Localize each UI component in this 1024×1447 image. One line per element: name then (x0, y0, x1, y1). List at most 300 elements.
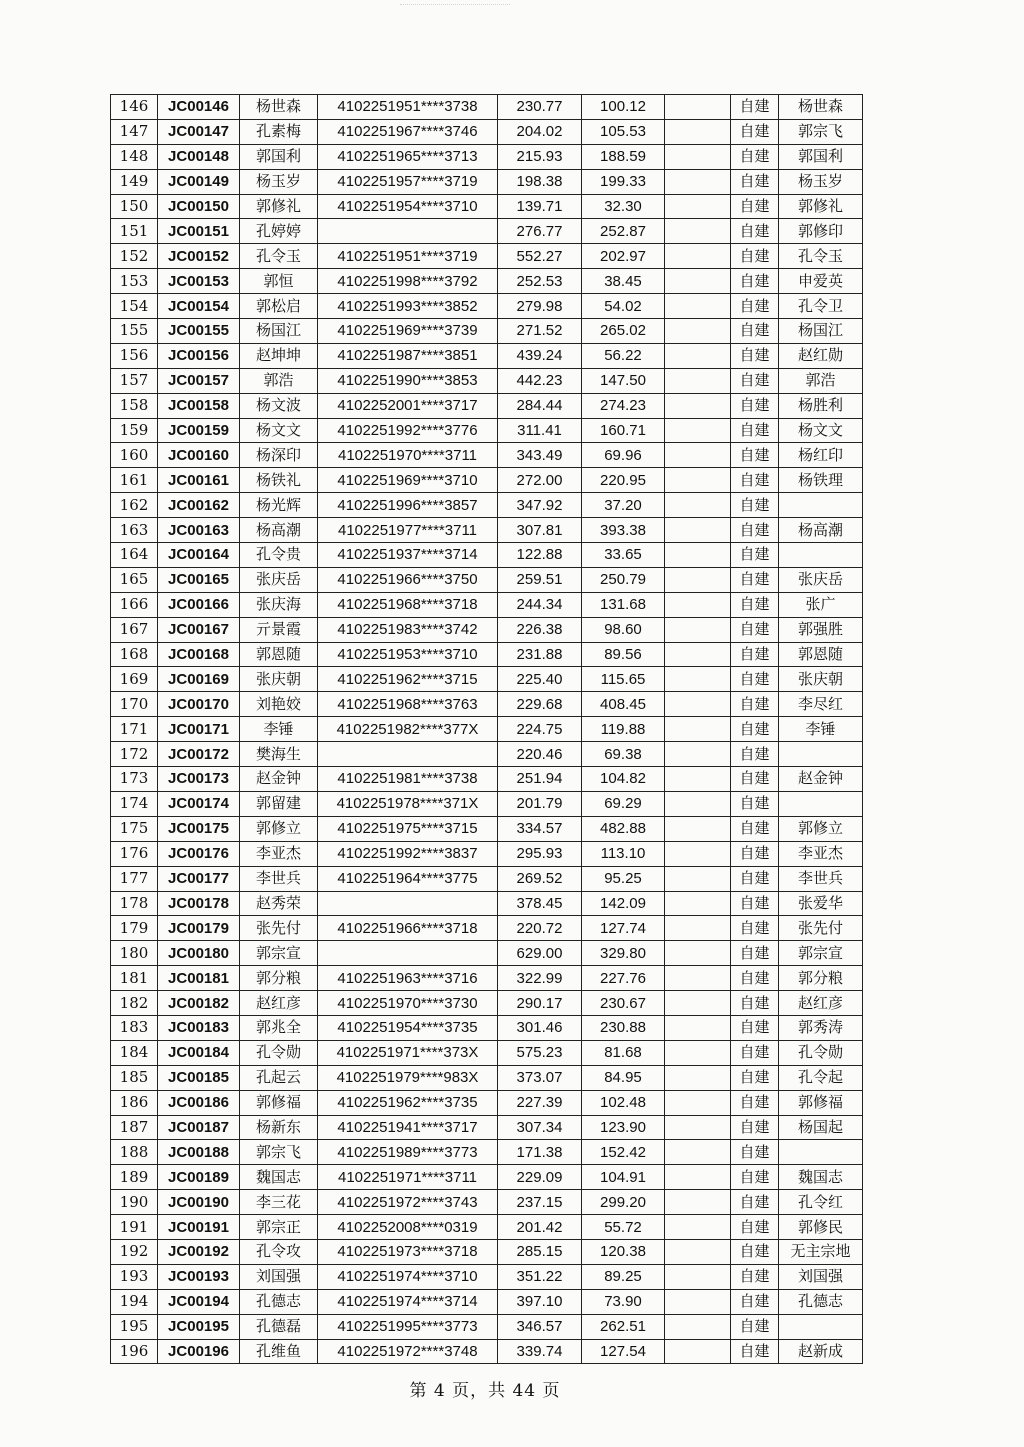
area-2: 69.38 (582, 742, 665, 767)
row-number: 189 (111, 1165, 158, 1190)
area-2: 160.71 (582, 418, 665, 443)
owner-name: 郭分粮 (779, 966, 863, 991)
id-number: 4102251970****3730 (318, 991, 498, 1016)
holder-name: 张先付 (240, 916, 318, 941)
holder-name: 郭修福 (240, 1090, 318, 1115)
row-number: 190 (111, 1190, 158, 1215)
parcel-code: JC00165 (158, 567, 240, 592)
table-row (111, 194, 863, 219)
build-type: 自建 (731, 717, 779, 742)
id-number: 4102251964****3775 (318, 866, 498, 891)
area-1: 244.34 (498, 592, 582, 617)
row-number: 194 (111, 1289, 158, 1314)
blank-cell (665, 169, 731, 194)
table-row (111, 393, 863, 418)
build-type: 自建 (731, 742, 779, 767)
register-table (110, 94, 863, 1364)
blank-cell (665, 1140, 731, 1165)
table-row (111, 319, 863, 344)
area-1: 397.10 (498, 1289, 582, 1314)
row-number: 184 (111, 1040, 158, 1065)
build-type: 自建 (731, 319, 779, 344)
table-row (111, 1239, 863, 1264)
area-1: 351.22 (498, 1264, 582, 1289)
table-row (111, 1314, 863, 1339)
id-number: 4102251981****3738 (318, 767, 498, 792)
row-number: 154 (111, 294, 158, 319)
owner-name (779, 791, 863, 816)
blank-cell (665, 1090, 731, 1115)
table-row (111, 1165, 863, 1190)
table-row (111, 493, 863, 518)
build-type: 自建 (731, 1314, 779, 1339)
table-row (111, 368, 863, 393)
owner-name: 郭恩随 (779, 642, 863, 667)
build-type: 自建 (731, 468, 779, 493)
build-type: 自建 (731, 841, 779, 866)
holder-name: 孔令勋 (240, 1040, 318, 1065)
area-1: 373.07 (498, 1065, 582, 1090)
table-row (111, 468, 863, 493)
parcel-code: JC00174 (158, 791, 240, 816)
parcel-code: JC00178 (158, 891, 240, 916)
area-2: 37.20 (582, 493, 665, 518)
row-number: 160 (111, 443, 158, 468)
id-number: 4102251992****3837 (318, 841, 498, 866)
id-number: 4102251962****3735 (318, 1090, 498, 1115)
build-type: 自建 (731, 294, 779, 319)
area-2: 131.68 (582, 592, 665, 617)
area-2: 250.79 (582, 567, 665, 592)
build-type: 自建 (731, 443, 779, 468)
row-number: 146 (111, 95, 158, 120)
owner-name: 郭修印 (779, 219, 863, 244)
id-number: 4102251998****3792 (318, 269, 498, 294)
row-number: 169 (111, 667, 158, 692)
owner-name: 张庆岳 (779, 567, 863, 592)
blank-cell (665, 692, 731, 717)
table-row (111, 991, 863, 1016)
area-1: 229.09 (498, 1165, 582, 1190)
owner-name (779, 493, 863, 518)
row-number: 168 (111, 642, 158, 667)
build-type: 自建 (731, 194, 779, 219)
table-row (111, 269, 863, 294)
id-number: 4102251990****3853 (318, 368, 498, 393)
owner-name: 李尽红 (779, 692, 863, 717)
area-1: 279.98 (498, 294, 582, 319)
owner-name: 孔令红 (779, 1190, 863, 1215)
area-1: 284.44 (498, 393, 582, 418)
holder-name: 孔令攻 (240, 1239, 318, 1264)
area-2: 32.30 (582, 194, 665, 219)
parcel-code: JC00186 (158, 1090, 240, 1115)
owner-name: 郭修立 (779, 816, 863, 841)
owner-name: 孔令卫 (779, 294, 863, 319)
id-number: 4102251974****3714 (318, 1289, 498, 1314)
holder-name: 魏国志 (240, 1165, 318, 1190)
row-number: 187 (111, 1115, 158, 1140)
build-type: 自建 (731, 1090, 779, 1115)
id-number: 4102251963****3716 (318, 966, 498, 991)
id-number: 4102251957****3719 (318, 169, 498, 194)
build-type: 自建 (731, 543, 779, 568)
owner-name: 无主宗地 (779, 1239, 863, 1264)
build-type: 自建 (731, 1165, 779, 1190)
id-number: 4102251992****3776 (318, 418, 498, 443)
row-number: 177 (111, 866, 158, 891)
blank-cell (665, 1239, 731, 1264)
area-1: 230.77 (498, 95, 582, 120)
row-number: 158 (111, 393, 158, 418)
blank-cell (665, 891, 731, 916)
table-row (111, 866, 863, 891)
parcel-code: JC00160 (158, 443, 240, 468)
owner-name: 郭修民 (779, 1215, 863, 1240)
blank-cell (665, 244, 731, 269)
area-1: 575.23 (498, 1040, 582, 1065)
area-1: 251.94 (498, 767, 582, 792)
holder-name: 郭分粮 (240, 966, 318, 991)
blank-cell (665, 767, 731, 792)
id-number: 4102251977****3711 (318, 518, 498, 543)
table-row (111, 891, 863, 916)
area-2: 84.95 (582, 1065, 665, 1090)
build-type: 自建 (731, 692, 779, 717)
blank-cell (665, 95, 731, 120)
parcel-code: JC00188 (158, 1140, 240, 1165)
build-type: 自建 (731, 1065, 779, 1090)
area-2: 55.72 (582, 1215, 665, 1240)
owner-name: 杨胜利 (779, 393, 863, 418)
holder-name: 赵坤坤 (240, 343, 318, 368)
area-1: 307.81 (498, 518, 582, 543)
area-2: 105.53 (582, 119, 665, 144)
area-1: 629.00 (498, 941, 582, 966)
owner-name: 赵红勋 (779, 343, 863, 368)
holder-name: 郭留建 (240, 791, 318, 816)
owner-name: 杨红印 (779, 443, 863, 468)
area-2: 123.90 (582, 1115, 665, 1140)
row-number: 188 (111, 1140, 158, 1165)
row-number: 175 (111, 816, 158, 841)
parcel-code: JC00194 (158, 1289, 240, 1314)
owner-name: 魏国志 (779, 1165, 863, 1190)
parcel-code: JC00146 (158, 95, 240, 120)
row-number: 161 (111, 468, 158, 493)
owner-name: 赵金钟 (779, 767, 863, 792)
parcel-code: JC00151 (158, 219, 240, 244)
owner-name: 郭宗宣 (779, 941, 863, 966)
blank-cell (665, 816, 731, 841)
parcel-code: JC00173 (158, 767, 240, 792)
area-2: 69.29 (582, 791, 665, 816)
area-2: 115.65 (582, 667, 665, 692)
blank-cell (665, 1289, 731, 1314)
area-1: 295.93 (498, 841, 582, 866)
area-1: 220.46 (498, 742, 582, 767)
holder-name: 李亚杰 (240, 841, 318, 866)
area-1: 301.46 (498, 1015, 582, 1040)
id-number: 4102251996****3857 (318, 493, 498, 518)
table-row (111, 1264, 863, 1289)
build-type: 自建 (731, 1115, 779, 1140)
area-1: 442.23 (498, 368, 582, 393)
area-2: 89.56 (582, 642, 665, 667)
area-2: 230.88 (582, 1015, 665, 1040)
area-1: 215.93 (498, 144, 582, 169)
blank-cell (665, 518, 731, 543)
area-1: 237.15 (498, 1190, 582, 1215)
build-type: 自建 (731, 1264, 779, 1289)
holder-name: 赵秀荣 (240, 891, 318, 916)
row-number: 191 (111, 1215, 158, 1240)
build-type: 自建 (731, 518, 779, 543)
owner-name: 孔令起 (779, 1065, 863, 1090)
blank-cell (665, 194, 731, 219)
holder-name: 孔德志 (240, 1289, 318, 1314)
owner-name: 杨文文 (779, 418, 863, 443)
owner-name (779, 742, 863, 767)
id-number: 4102251971****3711 (318, 1165, 498, 1190)
id-number: 4102251995****3773 (318, 1314, 498, 1339)
owner-name: 杨世森 (779, 95, 863, 120)
id-number: 4102251937****3714 (318, 543, 498, 568)
id-number: 4102252001****3717 (318, 393, 498, 418)
table-row (111, 617, 863, 642)
area-2: 33.65 (582, 543, 665, 568)
parcel-code: JC00167 (158, 617, 240, 642)
row-number: 185 (111, 1065, 158, 1090)
row-number: 151 (111, 219, 158, 244)
holder-name: 李世兵 (240, 866, 318, 891)
id-number: 4102251951****3738 (318, 95, 498, 120)
area-2: 299.20 (582, 1190, 665, 1215)
area-2: 102.48 (582, 1090, 665, 1115)
area-2: 482.88 (582, 816, 665, 841)
build-type: 自建 (731, 667, 779, 692)
blank-cell (665, 393, 731, 418)
build-type: 自建 (731, 1190, 779, 1215)
holder-name: 李锤 (240, 717, 318, 742)
blank-cell (665, 1115, 731, 1140)
area-2: 393.38 (582, 518, 665, 543)
area-2: 127.54 (582, 1339, 665, 1364)
id-number: 4102251968****3718 (318, 592, 498, 617)
id-number: 4102251975****3715 (318, 816, 498, 841)
holder-name: 郭恒 (240, 269, 318, 294)
row-number: 159 (111, 418, 158, 443)
blank-cell (665, 1264, 731, 1289)
blank-cell (665, 144, 731, 169)
area-2: 81.68 (582, 1040, 665, 1065)
id-number: 4102252008****0319 (318, 1215, 498, 1240)
build-type: 自建 (731, 991, 779, 1016)
area-1: 198.38 (498, 169, 582, 194)
build-type: 自建 (731, 567, 779, 592)
row-number: 180 (111, 941, 158, 966)
parcel-code: JC00180 (158, 941, 240, 966)
area-2: 104.82 (582, 767, 665, 792)
area-1: 346.57 (498, 1314, 582, 1339)
table-row (111, 1339, 863, 1364)
area-2: 227.76 (582, 966, 665, 991)
area-1: 229.68 (498, 692, 582, 717)
table-row (111, 1289, 863, 1314)
row-number: 153 (111, 269, 158, 294)
id-number: 4102251951****3719 (318, 244, 498, 269)
table-row (111, 1190, 863, 1215)
parcel-code: JC00175 (158, 816, 240, 841)
id-number: 4102251968****3763 (318, 692, 498, 717)
parcel-code: JC00191 (158, 1215, 240, 1240)
parcel-code: JC00192 (158, 1239, 240, 1264)
blank-cell (665, 592, 731, 617)
holder-name: 杨深印 (240, 443, 318, 468)
build-type: 自建 (731, 144, 779, 169)
build-type: 自建 (731, 343, 779, 368)
area-2: 230.67 (582, 991, 665, 1016)
area-2: 119.88 (582, 717, 665, 742)
area-2: 262.51 (582, 1314, 665, 1339)
parcel-code: JC00148 (158, 144, 240, 169)
holder-name: 杨玉岁 (240, 169, 318, 194)
blank-cell (665, 966, 731, 991)
table-row (111, 1090, 863, 1115)
area-2: 329.80 (582, 941, 665, 966)
holder-name: 张庆岳 (240, 567, 318, 592)
owner-name: 赵新成 (779, 1339, 863, 1364)
area-2: 113.10 (582, 841, 665, 866)
blank-cell (665, 319, 731, 344)
id-number: 4102251973****3718 (318, 1239, 498, 1264)
area-2: 54.02 (582, 294, 665, 319)
row-number: 193 (111, 1264, 158, 1289)
row-number: 149 (111, 169, 158, 194)
parcel-code: JC00157 (158, 368, 240, 393)
row-number: 164 (111, 543, 158, 568)
area-2: 89.25 (582, 1264, 665, 1289)
blank-cell (665, 916, 731, 941)
area-1: 311.41 (498, 418, 582, 443)
id-number: 4102251979****983X (318, 1065, 498, 1090)
table-row (111, 966, 863, 991)
build-type: 自建 (731, 493, 779, 518)
owner-name: 李世兵 (779, 866, 863, 891)
row-number: 183 (111, 1015, 158, 1040)
parcel-code: JC00158 (158, 393, 240, 418)
table-row (111, 941, 863, 966)
blank-cell (665, 219, 731, 244)
blank-cell (665, 468, 731, 493)
holder-name: 亓景霞 (240, 617, 318, 642)
table-row (111, 1215, 863, 1240)
parcel-code: JC00147 (158, 119, 240, 144)
row-number: 155 (111, 319, 158, 344)
row-number: 170 (111, 692, 158, 717)
table-row (111, 119, 863, 144)
area-2: 104.91 (582, 1165, 665, 1190)
blank-cell (665, 617, 731, 642)
id-number: 4102251954****3735 (318, 1015, 498, 1040)
blank-cell (665, 1165, 731, 1190)
table-row (111, 1015, 863, 1040)
holder-name: 杨文波 (240, 393, 318, 418)
area-1: 339.74 (498, 1339, 582, 1364)
build-type: 自建 (731, 244, 779, 269)
table-row (111, 767, 863, 792)
build-type: 自建 (731, 1215, 779, 1240)
holder-name: 张庆海 (240, 592, 318, 617)
row-number: 171 (111, 717, 158, 742)
id-number: 4102251969****3739 (318, 319, 498, 344)
table-row (111, 294, 863, 319)
holder-name: 杨高潮 (240, 518, 318, 543)
id-number: 4102251974****3710 (318, 1264, 498, 1289)
parcel-code: JC00196 (158, 1339, 240, 1364)
blank-cell (665, 1314, 731, 1339)
owner-name: 杨国江 (779, 319, 863, 344)
area-1: 224.75 (498, 717, 582, 742)
parcel-code: JC00171 (158, 717, 240, 742)
build-type: 自建 (731, 642, 779, 667)
build-type: 自建 (731, 219, 779, 244)
holder-name: 孔令玉 (240, 244, 318, 269)
parcel-code: JC00164 (158, 543, 240, 568)
area-1: 334.57 (498, 816, 582, 841)
row-number: 181 (111, 966, 158, 991)
holder-name: 张庆朝 (240, 667, 318, 692)
blank-cell (665, 119, 731, 144)
holder-name: 杨新东 (240, 1115, 318, 1140)
id-number: 4102251987****3851 (318, 343, 498, 368)
build-type: 自建 (731, 791, 779, 816)
owner-name: 郭修福 (779, 1090, 863, 1115)
owner-name: 申爱英 (779, 269, 863, 294)
id-number (318, 891, 498, 916)
owner-name: 张庆朝 (779, 667, 863, 692)
parcel-code: JC00159 (158, 418, 240, 443)
owner-name: 孔令勋 (779, 1040, 863, 1065)
owner-name: 杨铁理 (779, 468, 863, 493)
build-type: 自建 (731, 169, 779, 194)
blank-cell (665, 1190, 731, 1215)
holder-name: 郭国利 (240, 144, 318, 169)
parcel-code: JC00193 (158, 1264, 240, 1289)
row-number: 167 (111, 617, 158, 642)
area-1: 220.72 (498, 916, 582, 941)
holder-name: 杨铁礼 (240, 468, 318, 493)
area-2: 38.45 (582, 269, 665, 294)
build-type: 自建 (731, 393, 779, 418)
table-row (111, 518, 863, 543)
area-1: 252.53 (498, 269, 582, 294)
build-type: 自建 (731, 891, 779, 916)
holder-name: 郭宗飞 (240, 1140, 318, 1165)
parcel-code: JC00149 (158, 169, 240, 194)
blank-cell (665, 1015, 731, 1040)
owner-name: 郭秀涛 (779, 1015, 863, 1040)
id-number: 4102251982****377X (318, 717, 498, 742)
table-row (111, 144, 863, 169)
area-1: 552.27 (498, 244, 582, 269)
owner-name (779, 543, 863, 568)
area-1: 272.00 (498, 468, 582, 493)
id-number: 4102251941****3717 (318, 1115, 498, 1140)
holder-name: 孔德磊 (240, 1314, 318, 1339)
parcel-code: JC00182 (158, 991, 240, 1016)
row-number: 165 (111, 567, 158, 592)
